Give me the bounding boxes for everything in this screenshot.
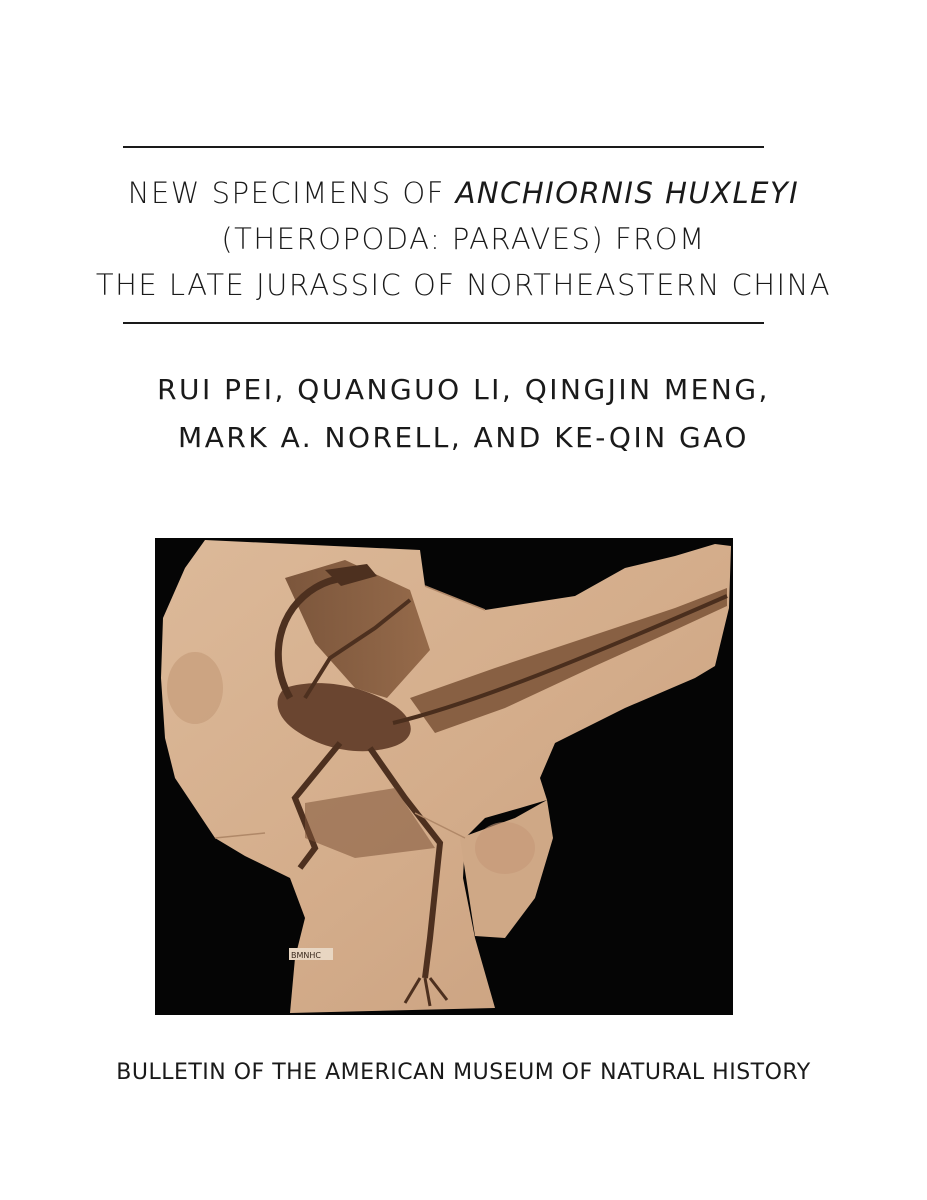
authors-line-2: MARK A. NORELL, AND KE-QIN GAO	[178, 421, 749, 454]
author-list	[60, 366, 867, 462]
series-title: BULLETIN OF THE AMERICAN MUSEUM OF NATURAL HISTORY	[116, 1060, 811, 1085]
title-line-2: (THEROPODA: PARAVES) FROM	[221, 222, 706, 256]
specimen-label: BMNHC	[291, 951, 321, 960]
title-rule-bottom	[123, 322, 764, 324]
title-line-3: THE LATE JURASSIC OF NORTHEASTERN CHINA	[95, 268, 832, 302]
rock-slab	[161, 540, 731, 1013]
title-line-1	[60, 170, 867, 216]
fossil-slab-illustration	[155, 538, 733, 1015]
title-rule-top	[123, 146, 764, 148]
fossil-photograph	[155, 538, 733, 1015]
monograph-title	[60, 170, 867, 308]
species-name: ANCHIORNIS HUXLEYI	[455, 176, 800, 210]
authors-line-1: RUI PEI, QUANGUO LI, QINGJIN MENG,	[157, 373, 770, 406]
title-line-1-text: NEW SPECIMENS OF	[127, 176, 456, 210]
